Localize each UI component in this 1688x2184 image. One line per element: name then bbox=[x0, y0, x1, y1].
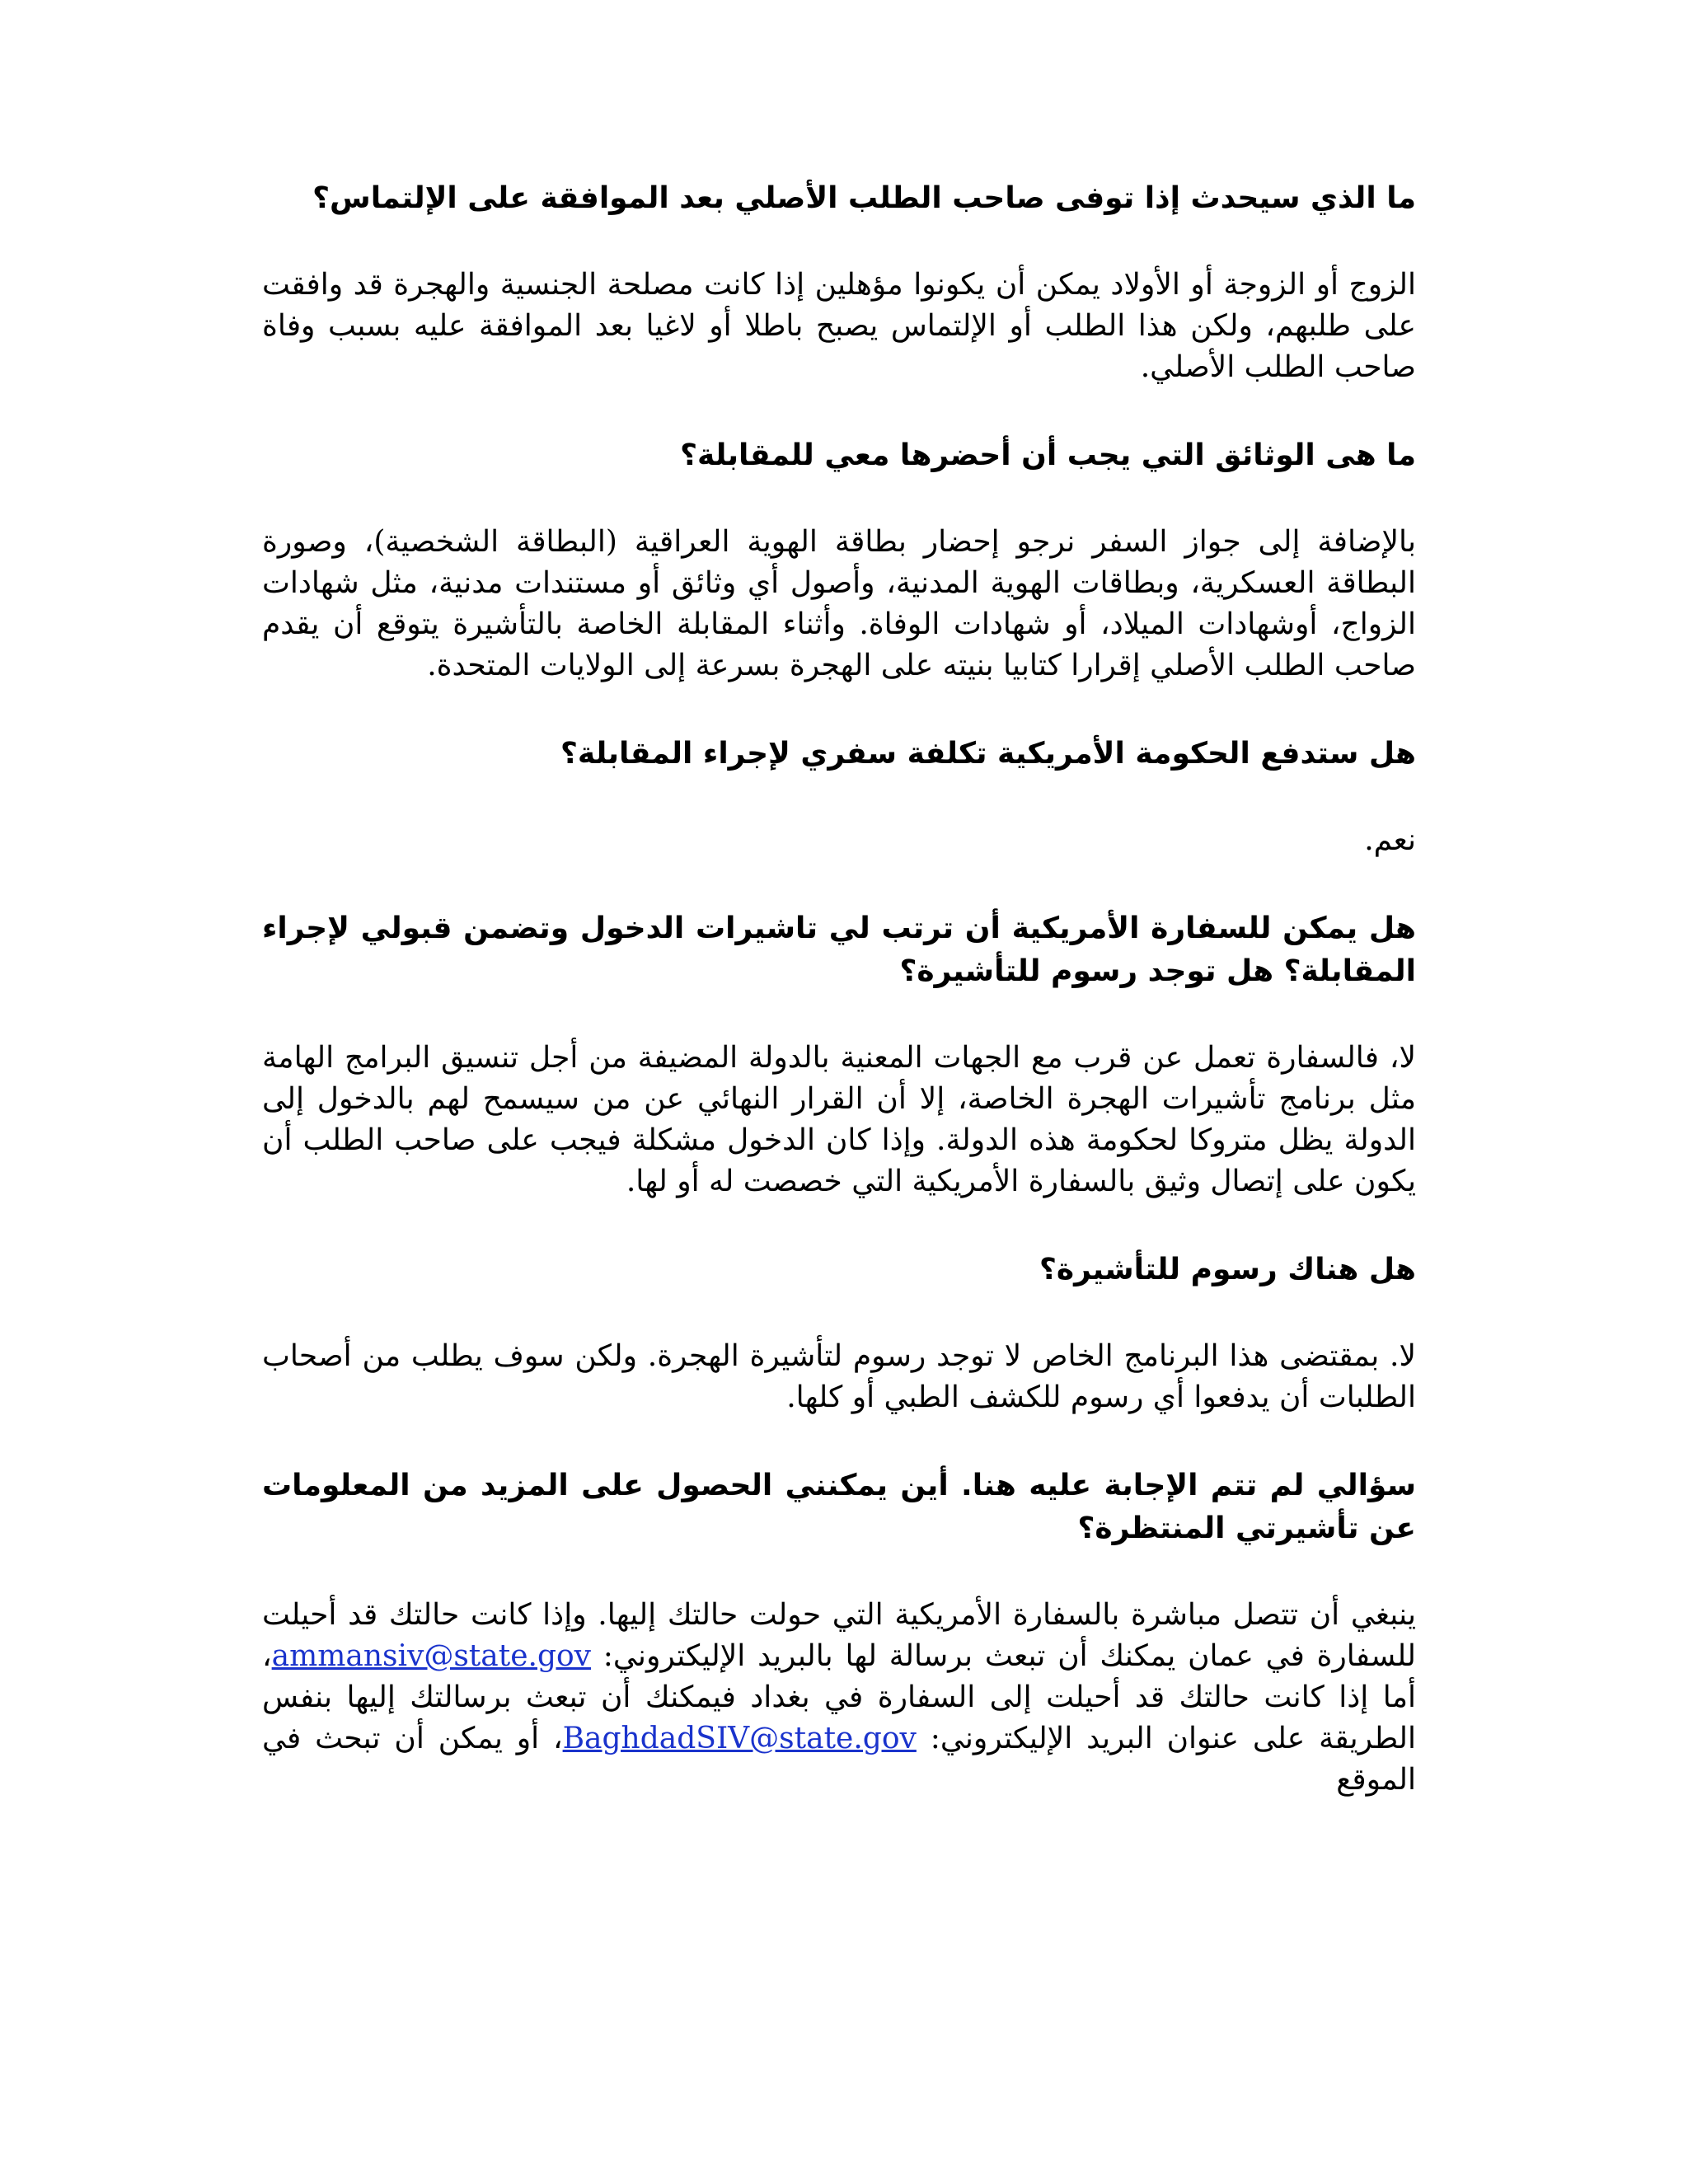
faq-question-3: هل ستدفع الحكومة الأمريكية تكلفة سفري لإجراء المقابلة؟ bbox=[560, 737, 1416, 771]
faq-question-1: ما الذي سيحدث إذا توفى صاحب الطلب الأصلي بعد الموافقة على الإلتماس؟ bbox=[312, 181, 1416, 215]
email-link-amman[interactable]: ammansiv@state.gov bbox=[271, 1639, 592, 1673]
faq-content bbox=[262, 177, 1416, 1847]
faq-question-4: هل يمكن للسفارة الأمريكية أن ترتب لي تاشيرات الدخول وتضمن قبولي لإجراء المقابلة؟ هل توجد رسوم للتأشيرة؟ bbox=[262, 912, 1416, 988]
faq-answer-3: نعم. bbox=[1364, 823, 1416, 857]
email-link-baghdad[interactable]: BaghdadSIV@state.gov bbox=[562, 1722, 917, 1755]
faq-answer-1: الزوج أو الزوجة أو الأولاد يمكن أن يكونوا مؤهلين إذا كانت مصلحة الجنسية والهجرة قد وافقت على طلبهم، ولكن هذا الطلب أو الإلتماس يصبح باطلا أو لاغيا بعد الموافقة عليه بسبب وفاة صاحب الطلب الأصلي. bbox=[262, 268, 1417, 384]
faq-answer-4: لا، فالسفارة تعمل عن قرب مع الجهات المعنية بالدولة المضيفة من أجل تنسيق البرامج الهامة مثل برنامج تأشيرات الهجرة الخاصة، إلا أن القرار النهائي عن من سيسمح لهم بالدخول إلى الدولة يظل متروكا لحكومة هذه الدولة. وإذا كان الدخول مشكلة فيجب على صاحب الطلب أن يكون على إتصال وثيق بالسفارة الأمريكية التي خصصت له أو لها. bbox=[262, 1041, 1416, 1198]
final-answer-text-2: ، أما إذا كانت حالتك قد أحيلت إلى السفارة في بغداد فيمكنك أن تبعث برسالتك إليها بنفس الطريقة على عنوان البريد الإليكتروني: bbox=[262, 1639, 1416, 1755]
faq-question-2: ما هى الوثائق التي يجب أن أحضرها معي للمقابلة؟ bbox=[680, 438, 1416, 472]
final-answer-text-3: ، أو يمكن أن تبحث في الموقع bbox=[262, 1722, 1416, 1797]
faq-question-5: هل هناك رسوم للتأشيرة؟ bbox=[1039, 1253, 1416, 1286]
final-answer-text-1: ينبغي أن تتصل مباشرة بالسفارة الأمريكية التي حولت حالتك إليها. وإذا كانت حالتك قد أحيلت للسفارة في عمان يمكنك أن تبعث برسالة لها بالبريد الإليكتروني: bbox=[262, 1598, 1416, 1673]
faq-answer-5: لا. بمقتضى هذا البرنامج الخاص لا توجد رسوم لتأشيرة الهجرة. ولكن سوف يطلب من أصحاب الطلبات أن يدفعوا أي رسوم للكشف الطبي أو كلها. bbox=[262, 1339, 1416, 1414]
faq-answer-6 bbox=[262, 1595, 1416, 1801]
faq-question-6: سؤالي لم تتم الإجابة عليه هنا. أين يمكنني الحصول على المزيد من المعلومات عن تأشيرتي المنتظرة؟ bbox=[262, 1469, 1416, 1545]
faq-answer-2: بالإضافة إلى جواز السفر نرجو إحضار بطاقة الهوية العراقية (البطاقة الشخصية)، وصورة البطاقة العسكرية، وبطاقات الهوية المدنية، وأصول أي وثائق أو مستندات مدنية، مثل شهادات الزواج، أوشهادات الميلاد، أو شهادات الوفاة. وأثناء المقابلة الخاصة بالتأشيرة يتوقع أن يقدم صاحب الطلب الأصلي إقرارا كتابيا بنيته على الهجرة بسرعة إلى الولايات المتحدة. bbox=[262, 525, 1416, 682]
